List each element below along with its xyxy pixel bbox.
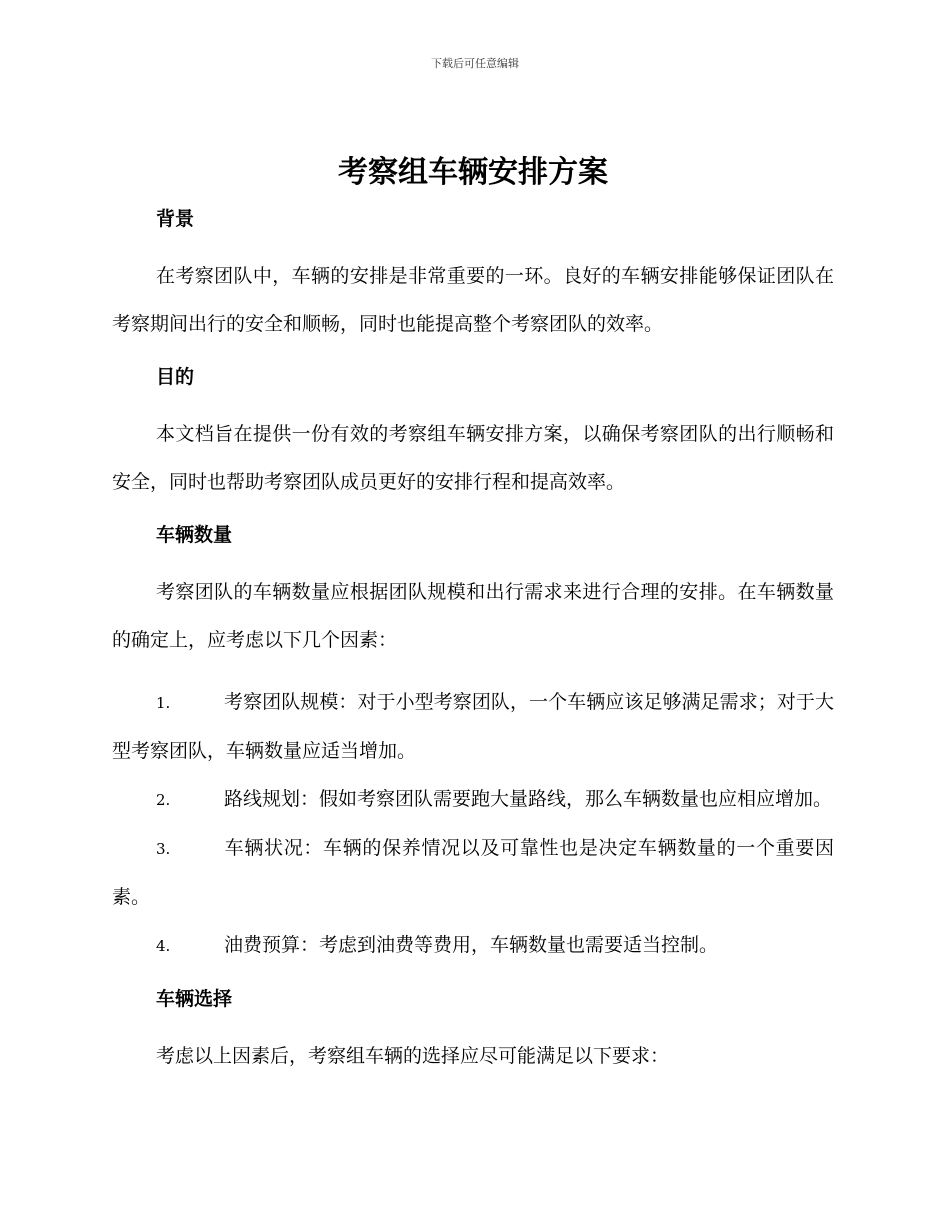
header-note: 下载后可任意编辑 bbox=[431, 57, 519, 70]
list-text: 路线规划：假如考察团队需要跑大量路线，那么车辆数量也应相应增加。 bbox=[224, 788, 833, 810]
list-text: 考察团队规模：对于小型考察团队，一个车辆应该足够满足需求；对于大型考察团队，车辆数量应适当增加。 bbox=[112, 691, 834, 762]
background-paragraph: 在考察团队中，车辆的安排是非常重要的一环。良好的车辆安排能够保证团队在考察期间出行的安全和顺畅，同时也能提高整个考察团队的效率。 bbox=[112, 265, 834, 335]
list-item bbox=[112, 678, 834, 775]
list-text: 油费预算：考虑到油费等费用，车辆数量也需要适当控制。 bbox=[224, 934, 719, 956]
list-number: 2. bbox=[156, 791, 171, 809]
purpose-paragraph: 本文档旨在提供一份有效的考察组车辆安排方案，以确保考察团队的出行顺畅和安全，同时也帮助考察团队成员更好的安排行程和提高效率。 bbox=[112, 423, 834, 493]
document-title: 考察组车辆安排方案 bbox=[338, 155, 608, 190]
list-text: 车辆状况：车辆的保养情况以及可靠性也是决定车辆数量的一个重要因素。 bbox=[112, 837, 834, 908]
document-body bbox=[112, 150, 834, 1094]
list-number: 4. bbox=[156, 937, 171, 955]
vehicle-count-paragraph: 考察团队的车辆数量应根据团队规模和出行需求来进行合理的安排。在车辆数量的确定上，应考虑以下几个因素： bbox=[112, 581, 834, 651]
section-heading-background: 背景 bbox=[156, 208, 195, 230]
vehicle-selection-paragraph: 考虑以上因素后，考察组车辆的选择应尽可能满足以下要求： bbox=[156, 1045, 670, 1067]
section-heading-vehicle-selection: 车辆选择 bbox=[156, 988, 233, 1010]
list-number: 3. bbox=[156, 840, 171, 858]
section-heading-vehicle-count: 车辆数量 bbox=[156, 524, 233, 546]
list-item bbox=[112, 921, 834, 970]
list-item bbox=[112, 775, 834, 824]
section-heading-purpose: 目的 bbox=[156, 366, 195, 388]
list-item bbox=[112, 824, 834, 921]
list-number: 1. bbox=[156, 694, 171, 712]
